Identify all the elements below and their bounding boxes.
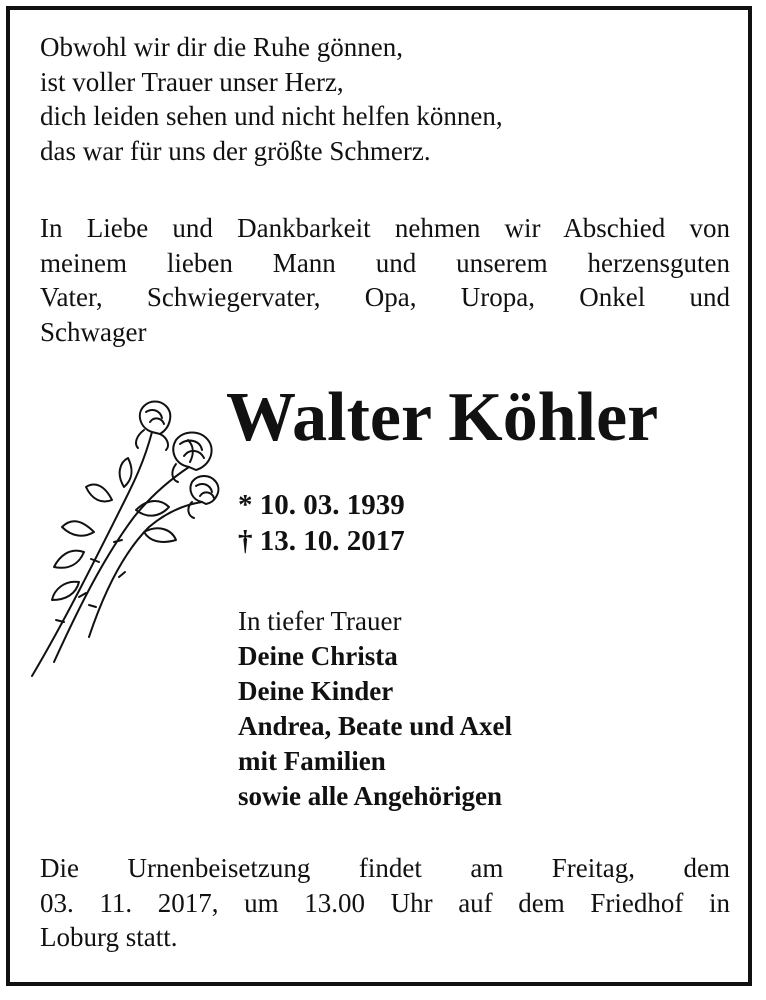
poem-line: das war für uns der größte Schmerz.	[40, 135, 431, 166]
poem-line: ist voller Trauer unser Herz,	[40, 66, 344, 97]
mourner-line: Deine Kinder	[238, 676, 394, 706]
farewell-line: In Liebe und Dankbarkeit nehmen wir Abschied von	[40, 213, 730, 243]
poem	[40, 30, 503, 168]
funeral-line: 03. 11. 2017, um 13.00 Uhr auf dem Friedhof in	[40, 887, 730, 918]
mourning-intro: In tiefer Trauer	[238, 606, 402, 636]
mourner-line: sowie alle Angehörigen	[238, 781, 502, 811]
mourners	[238, 604, 512, 814]
funeral-notice	[40, 851, 730, 955]
mourner-line: Deine Christa	[238, 641, 398, 671]
funeral-line: Loburg statt.	[40, 922, 178, 952]
poem-line: Obwohl wir dir die Ruhe gönnen,	[40, 32, 403, 62]
roses-icon	[24, 392, 234, 682]
farewell-line: Schwager	[40, 316, 147, 347]
funeral-line: Die Urnenbeisetzung findet am Freitag, dem	[40, 853, 730, 883]
life-dates	[238, 487, 405, 559]
poem-line: dich leiden sehen und nicht helfen können,	[40, 101, 503, 131]
death-date: † 13. 10. 2017	[238, 525, 405, 557]
farewell-text	[40, 211, 730, 349]
birth-date: * 10. 03. 1939	[238, 489, 405, 521]
farewell-line: meinem lieben Mann und unserem herzensguten	[40, 247, 730, 278]
deceased-name: Walter Köhler	[226, 379, 659, 456]
mourner-line: mit Familien	[238, 746, 386, 776]
farewell-line: Vater, Schwiegervater, Opa, Uropa, Onkel und	[40, 282, 730, 312]
mourner-line: Andrea, Beate und Axel	[238, 711, 513, 741]
